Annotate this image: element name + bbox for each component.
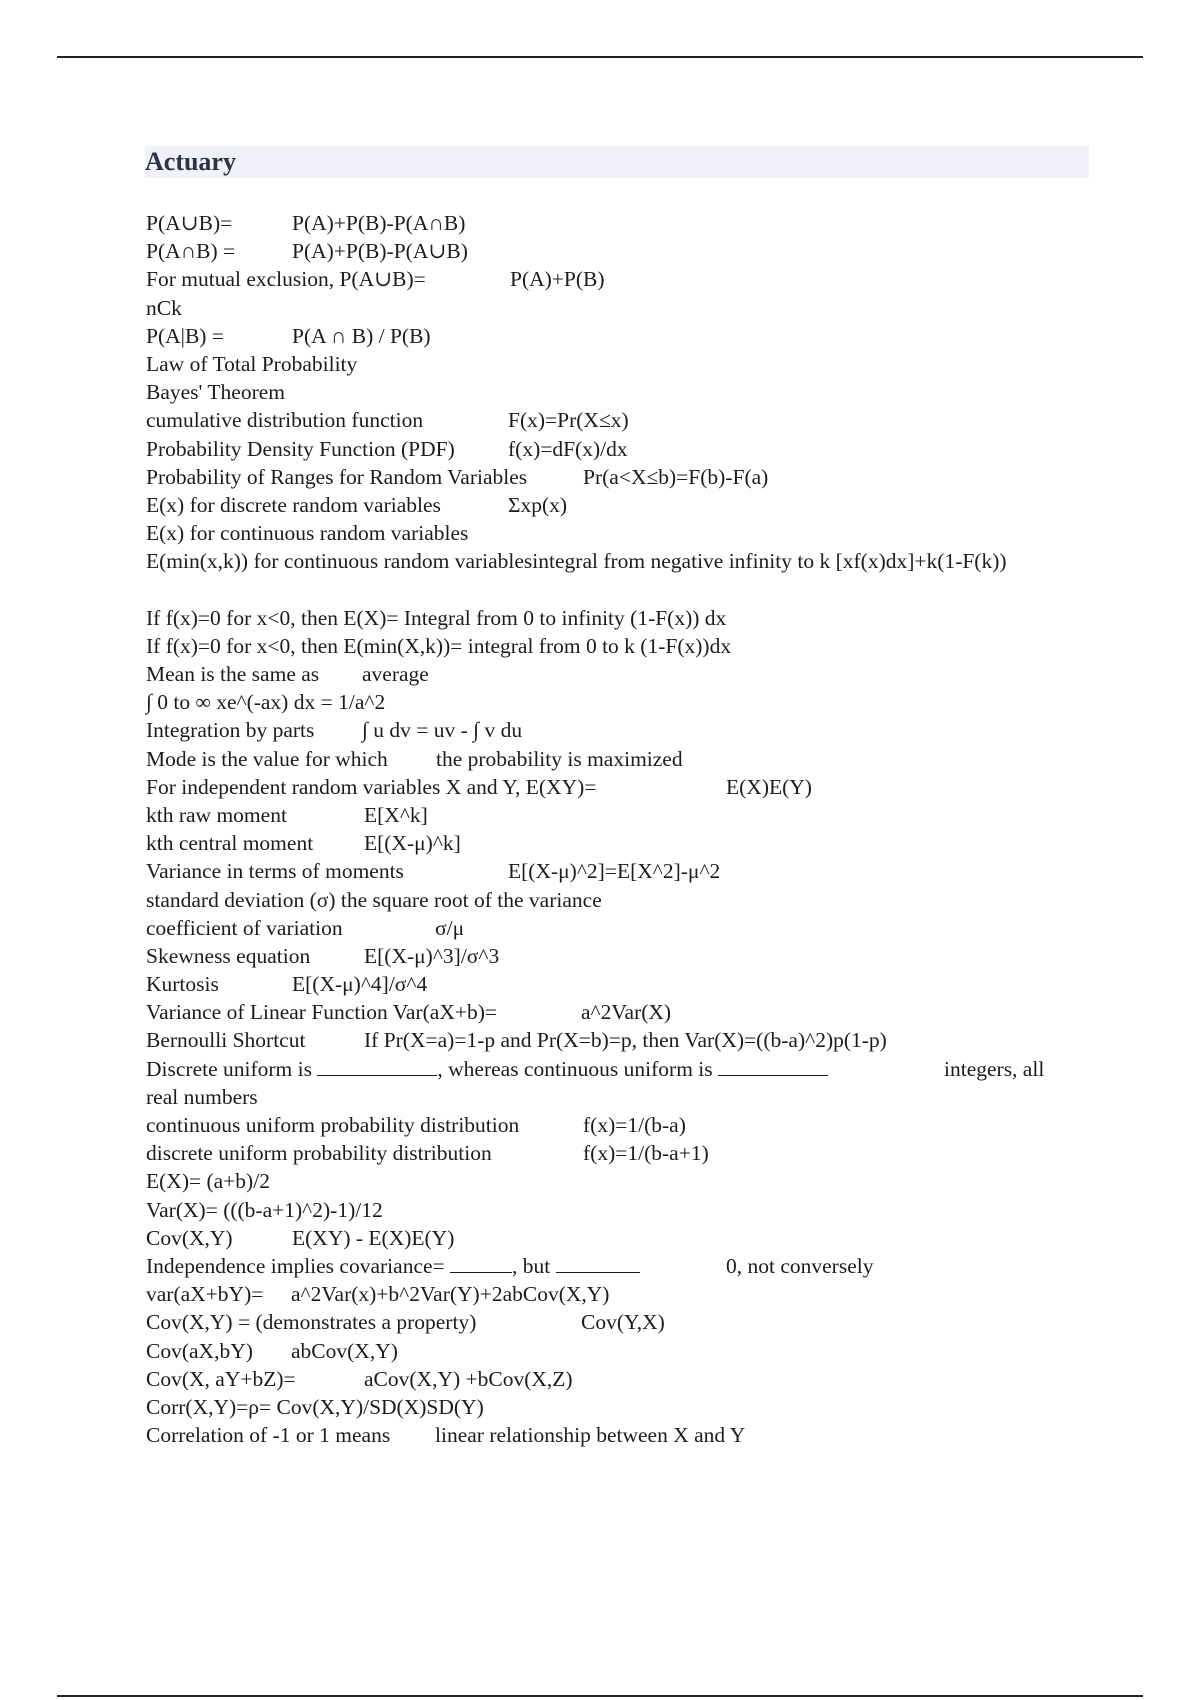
list-item bbox=[146, 1111, 1066, 1139]
list-item bbox=[146, 773, 1066, 801]
definition: aCov(X,Y) +bCov(X,Z) bbox=[364, 1366, 573, 1391]
definition: F(x)=Pr(X≤x) bbox=[508, 408, 629, 433]
term: nCk bbox=[146, 295, 182, 320]
header-rule bbox=[57, 56, 1143, 58]
list-item bbox=[146, 604, 1066, 632]
term: Var(X)= (((b-a+1)^2)-1)/12 bbox=[146, 1197, 383, 1222]
definition: f(x)=1/(b-a+1) bbox=[583, 1141, 709, 1166]
definition: ∫ u dv = uv - ∫ v du bbox=[362, 718, 523, 743]
list-item bbox=[146, 914, 1066, 942]
list-item bbox=[146, 1055, 1066, 1111]
list-item bbox=[146, 491, 1066, 519]
list-item bbox=[146, 801, 1066, 829]
list-item bbox=[146, 886, 1066, 914]
list-item bbox=[146, 942, 1066, 970]
term: Cov(X, aY+bZ)= bbox=[146, 1366, 296, 1391]
term: For independent random variables X and Y, E(XY)= bbox=[146, 774, 597, 799]
term: E(X)= (a+b)/2 bbox=[146, 1169, 270, 1194]
list-item bbox=[146, 688, 1066, 716]
list-item bbox=[146, 1026, 1066, 1054]
list-item bbox=[146, 632, 1066, 660]
term: standard deviation (σ) the square root of the variance bbox=[146, 887, 602, 912]
definition: f(x)=1/(b-a) bbox=[583, 1113, 686, 1138]
list-item bbox=[146, 350, 1066, 378]
term-part: Discrete uniform is bbox=[146, 1056, 312, 1081]
term: coefficient of variation bbox=[146, 915, 343, 940]
term: Cov(X,Y) bbox=[146, 1225, 233, 1250]
definition: σ/μ bbox=[435, 915, 465, 940]
term: P(A∩B) = bbox=[146, 239, 236, 264]
definition: E(X)E(Y) bbox=[726, 774, 812, 799]
term: P(A∪B)= bbox=[146, 211, 233, 235]
term: Probability of Ranges for Random Variables bbox=[146, 464, 528, 489]
term: Probability Density Function (PDF) bbox=[146, 436, 455, 461]
definition: 0, not conversely bbox=[726, 1253, 874, 1278]
list-item bbox=[146, 1337, 1066, 1365]
term: ∫ 0 to ∞ xe^(-ax) dx = 1/a^2 bbox=[146, 690, 386, 715]
definition: a^2Var(x)+b^2Var(Y)+2abCov(X,Y) bbox=[291, 1282, 610, 1307]
list-item bbox=[146, 463, 1066, 491]
title-bar bbox=[145, 146, 1089, 178]
term: Variance in terms of moments bbox=[146, 859, 404, 884]
list-item bbox=[146, 829, 1066, 857]
list-item bbox=[146, 970, 1066, 998]
list-item bbox=[146, 237, 1066, 265]
term: Correlation of -1 or 1 means bbox=[146, 1423, 391, 1448]
definition: If Pr(X=a)=1-p and Pr(X=b)=p, then Var(X)=((b-a)^2)p(1-p) bbox=[364, 1028, 887, 1053]
term: E(x) for discrete random variables bbox=[146, 492, 441, 517]
definition: P(A)+P(B)-P(A∪B) bbox=[292, 239, 468, 264]
list-item bbox=[146, 322, 1066, 350]
term: Skewness equation bbox=[146, 943, 311, 968]
list-item bbox=[146, 1139, 1066, 1167]
term: Cov(aX,bY) bbox=[146, 1338, 253, 1363]
definition: P(A)+P(B) bbox=[510, 267, 605, 292]
page-title: Actuary bbox=[145, 147, 236, 176]
term: Mode is the value for which bbox=[146, 746, 388, 771]
list-item bbox=[146, 998, 1066, 1026]
term bbox=[146, 1252, 640, 1280]
definition: Σxp(x) bbox=[508, 492, 568, 517]
definition: P(A ∩ B) / P(B) bbox=[292, 323, 431, 348]
definition: average bbox=[362, 662, 429, 687]
list-item bbox=[146, 716, 1066, 744]
term: If f(x)=0 for x<0, then E(X)= Integral from 0 to infinity (1-F(x)) dx bbox=[146, 605, 727, 630]
definition: E[(X-μ)^3]/σ^3 bbox=[364, 943, 500, 968]
flashcard-list bbox=[146, 209, 1066, 1449]
term: E(min(x,k)) for continuous random variablesintegral from negative infinity to k [xf(x)dx]+k(1-F(k)) bbox=[146, 549, 1007, 574]
term-part: , whereas continuous uniform is bbox=[437, 1056, 713, 1081]
list-item bbox=[146, 265, 1066, 293]
list-item bbox=[146, 209, 1066, 237]
list-item bbox=[146, 1393, 1066, 1421]
definition: E[X^k] bbox=[364, 802, 428, 827]
term: Corr(X,Y)=ρ= Cov(X,Y)/SD(X)SD(Y) bbox=[146, 1394, 484, 1419]
list-item bbox=[146, 1280, 1066, 1308]
definition: E(XY) - E(X)E(Y) bbox=[292, 1225, 455, 1250]
list-item bbox=[146, 1421, 1066, 1449]
definition: abCov(X,Y) bbox=[291, 1338, 398, 1363]
list-item bbox=[146, 1224, 1066, 1252]
term-part: , but bbox=[512, 1253, 551, 1278]
list-item bbox=[146, 1167, 1066, 1195]
definition: Pr(a<X≤b)=F(b)-F(a) bbox=[583, 464, 769, 489]
list-item bbox=[146, 519, 1066, 547]
term: Mean is the same as bbox=[146, 662, 320, 687]
list-item bbox=[146, 1252, 1066, 1280]
definition: integers, all real numbers bbox=[146, 1056, 1045, 1109]
list-item bbox=[146, 378, 1066, 406]
definition: the probability is maximized bbox=[436, 746, 683, 771]
answer-blank bbox=[556, 1254, 640, 1273]
footer-rule bbox=[57, 1695, 1143, 1697]
definition: E[(X-μ)^2]=E[X^2]-μ^2 bbox=[508, 859, 721, 884]
term: Variance of Linear Function Var(aX+b)= bbox=[146, 1000, 498, 1025]
term: continuous uniform probability distribution bbox=[146, 1113, 520, 1138]
definition: E[(X-μ)^k] bbox=[364, 831, 461, 856]
definition: E[(X-μ)^4]/σ^4 bbox=[292, 972, 428, 997]
term: cumulative distribution function bbox=[146, 408, 424, 433]
definition: f(x)=dF(x)/dx bbox=[508, 436, 628, 461]
term: Kurtosis bbox=[146, 972, 219, 997]
list-item bbox=[146, 1308, 1066, 1336]
list-item bbox=[146, 547, 1066, 603]
term: For mutual exclusion, P(A∪B)= bbox=[146, 267, 426, 292]
term-part: Independence implies covariance= bbox=[146, 1253, 445, 1278]
term: E(x) for continuous random variables bbox=[146, 521, 469, 546]
list-item bbox=[146, 435, 1066, 463]
list-item bbox=[146, 660, 1066, 688]
list-item bbox=[146, 1196, 1066, 1224]
list-item bbox=[146, 857, 1066, 885]
term: P(A|B) = bbox=[146, 323, 224, 348]
answer-blank bbox=[450, 1254, 512, 1273]
list-item bbox=[146, 745, 1066, 773]
definition: P(A)+P(B)-P(A∩B) bbox=[292, 211, 466, 235]
term: var(aX+bY)= bbox=[146, 1282, 264, 1307]
term: discrete uniform probability distribution bbox=[146, 1141, 492, 1166]
term: kth raw moment bbox=[146, 802, 287, 827]
term: Bernoulli Shortcut bbox=[146, 1028, 306, 1053]
term: Bayes' Theorem bbox=[146, 380, 286, 405]
list-item bbox=[146, 406, 1066, 434]
term: If f(x)=0 for x<0, then E(min(X,k))= integral from 0 to k (1-F(x))dx bbox=[146, 633, 732, 658]
term: Cov(X,Y) = (demonstrates a property) bbox=[146, 1310, 477, 1335]
list-item bbox=[146, 294, 1066, 322]
list-item bbox=[146, 1365, 1066, 1393]
term: kth central moment bbox=[146, 831, 314, 856]
definition: a^2Var(X) bbox=[581, 1000, 672, 1025]
definition: linear relationship between X and Y bbox=[435, 1423, 746, 1448]
term: Law of Total Probability bbox=[146, 351, 358, 376]
definition: Cov(Y,X) bbox=[581, 1310, 665, 1335]
term: Integration by parts bbox=[146, 718, 315, 743]
